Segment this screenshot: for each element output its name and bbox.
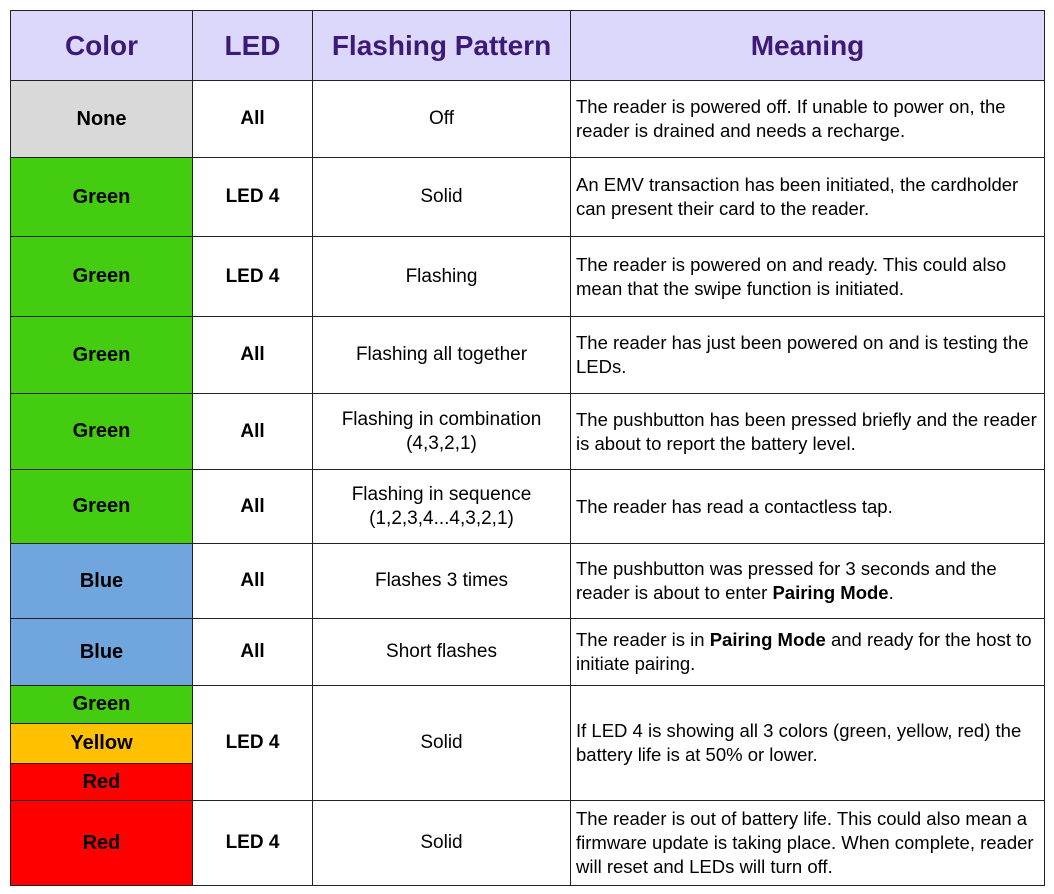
led-cell: All	[193, 544, 313, 619]
pattern-cell: Solid	[313, 801, 571, 886]
header-pattern: Flashing Pattern	[313, 11, 571, 81]
pattern-line: (4,3,2,1)	[406, 432, 477, 454]
color-cell-yellow: Yellow	[11, 724, 193, 764]
meaning-cell: The reader is out of battery life. This could also mean a firmware update is taking place. When complete, reader will reset and LEDs will turn off.	[571, 801, 1045, 886]
meaning-text: The pushbutton was pressed for 3 seconds and the reader is about to enter	[576, 558, 997, 603]
table-row	[11, 158, 1045, 237]
meaning-cell: The reader is powered off. If unable to power on, the reader is drained and needs a recharge.	[571, 81, 1045, 158]
meaning-cell: An EMV transaction has been initiated, the cardholder can present their card to the reader.	[571, 158, 1045, 237]
table-row	[11, 81, 1045, 158]
table-row	[11, 686, 1045, 724]
color-cell: Blue	[11, 619, 193, 686]
color-cell: Green	[11, 394, 193, 470]
color-cell: Blue	[11, 544, 193, 619]
header-meaning: Meaning	[571, 11, 1045, 81]
pattern-cell: Solid	[313, 686, 571, 801]
pattern-cell: Flashing	[313, 237, 571, 317]
pattern-cell: Solid	[313, 158, 571, 237]
table-row	[11, 801, 1045, 886]
pattern-cell	[313, 470, 571, 544]
led-cell: All	[193, 619, 313, 686]
pattern-cell: Flashing all together	[313, 317, 571, 394]
meaning-cell: The reader has just been powered on and is testing the LEDs.	[571, 317, 1045, 394]
led-cell: All	[193, 317, 313, 394]
meaning-cell	[571, 619, 1045, 686]
header-color: Color	[11, 11, 193, 81]
color-cell: Red	[11, 801, 193, 886]
meaning-cell	[571, 544, 1045, 619]
pattern-cell: Short flashes	[313, 619, 571, 686]
color-cell-red: Red	[11, 764, 193, 801]
meaning-text: The reader is in	[576, 629, 710, 650]
meaning-cell: The pushbutton has been pressed briefly and the reader is about to report the battery level.	[571, 394, 1045, 470]
led-cell: LED 4	[193, 686, 313, 801]
pairing-mode-text: Pairing Mode	[772, 582, 889, 603]
meaning-text: .	[888, 582, 894, 603]
color-cell: None	[11, 81, 193, 158]
led-cell: LED 4	[193, 801, 313, 886]
pattern-line: Flashing in sequence	[351, 483, 532, 505]
meaning-text: and ready for the host to initiate pairing.	[576, 629, 1032, 674]
color-cell-green: Green	[11, 686, 193, 724]
table-row	[11, 394, 1045, 470]
table-row	[11, 470, 1045, 544]
led-cell: LED 4	[193, 237, 313, 317]
led-cell: All	[193, 470, 313, 544]
led-status-table	[10, 10, 1045, 886]
pattern-cell	[313, 394, 571, 470]
meaning-cell: If LED 4 is showing all 3 colors (green, yellow, red) the battery life is at 50% or lower.	[571, 686, 1045, 801]
color-cell: Green	[11, 158, 193, 237]
led-cell: LED 4	[193, 158, 313, 237]
pairing-mode-text: Pairing Mode	[709, 629, 826, 650]
color-cell: Green	[11, 237, 193, 317]
color-cell: Green	[11, 317, 193, 394]
pattern-line: Flashing in combination	[341, 408, 542, 430]
meaning-cell: The reader has read a contactless tap.	[571, 470, 1045, 544]
header-row	[11, 11, 1045, 81]
table-row	[11, 619, 1045, 686]
pattern-line: (1,2,3,4...4,3,2,1)	[369, 507, 514, 529]
led-cell: All	[193, 394, 313, 470]
table-row	[11, 237, 1045, 317]
header-led: LED	[193, 11, 313, 81]
led-cell: All	[193, 81, 313, 158]
table-row	[11, 544, 1045, 619]
table-row	[11, 317, 1045, 394]
pattern-cell: Off	[313, 81, 571, 158]
color-cell: Green	[11, 470, 193, 544]
pattern-cell: Flashes 3 times	[313, 544, 571, 619]
meaning-cell: The reader is powered on and ready. This could also mean that the swipe function is initiated.	[571, 237, 1045, 317]
